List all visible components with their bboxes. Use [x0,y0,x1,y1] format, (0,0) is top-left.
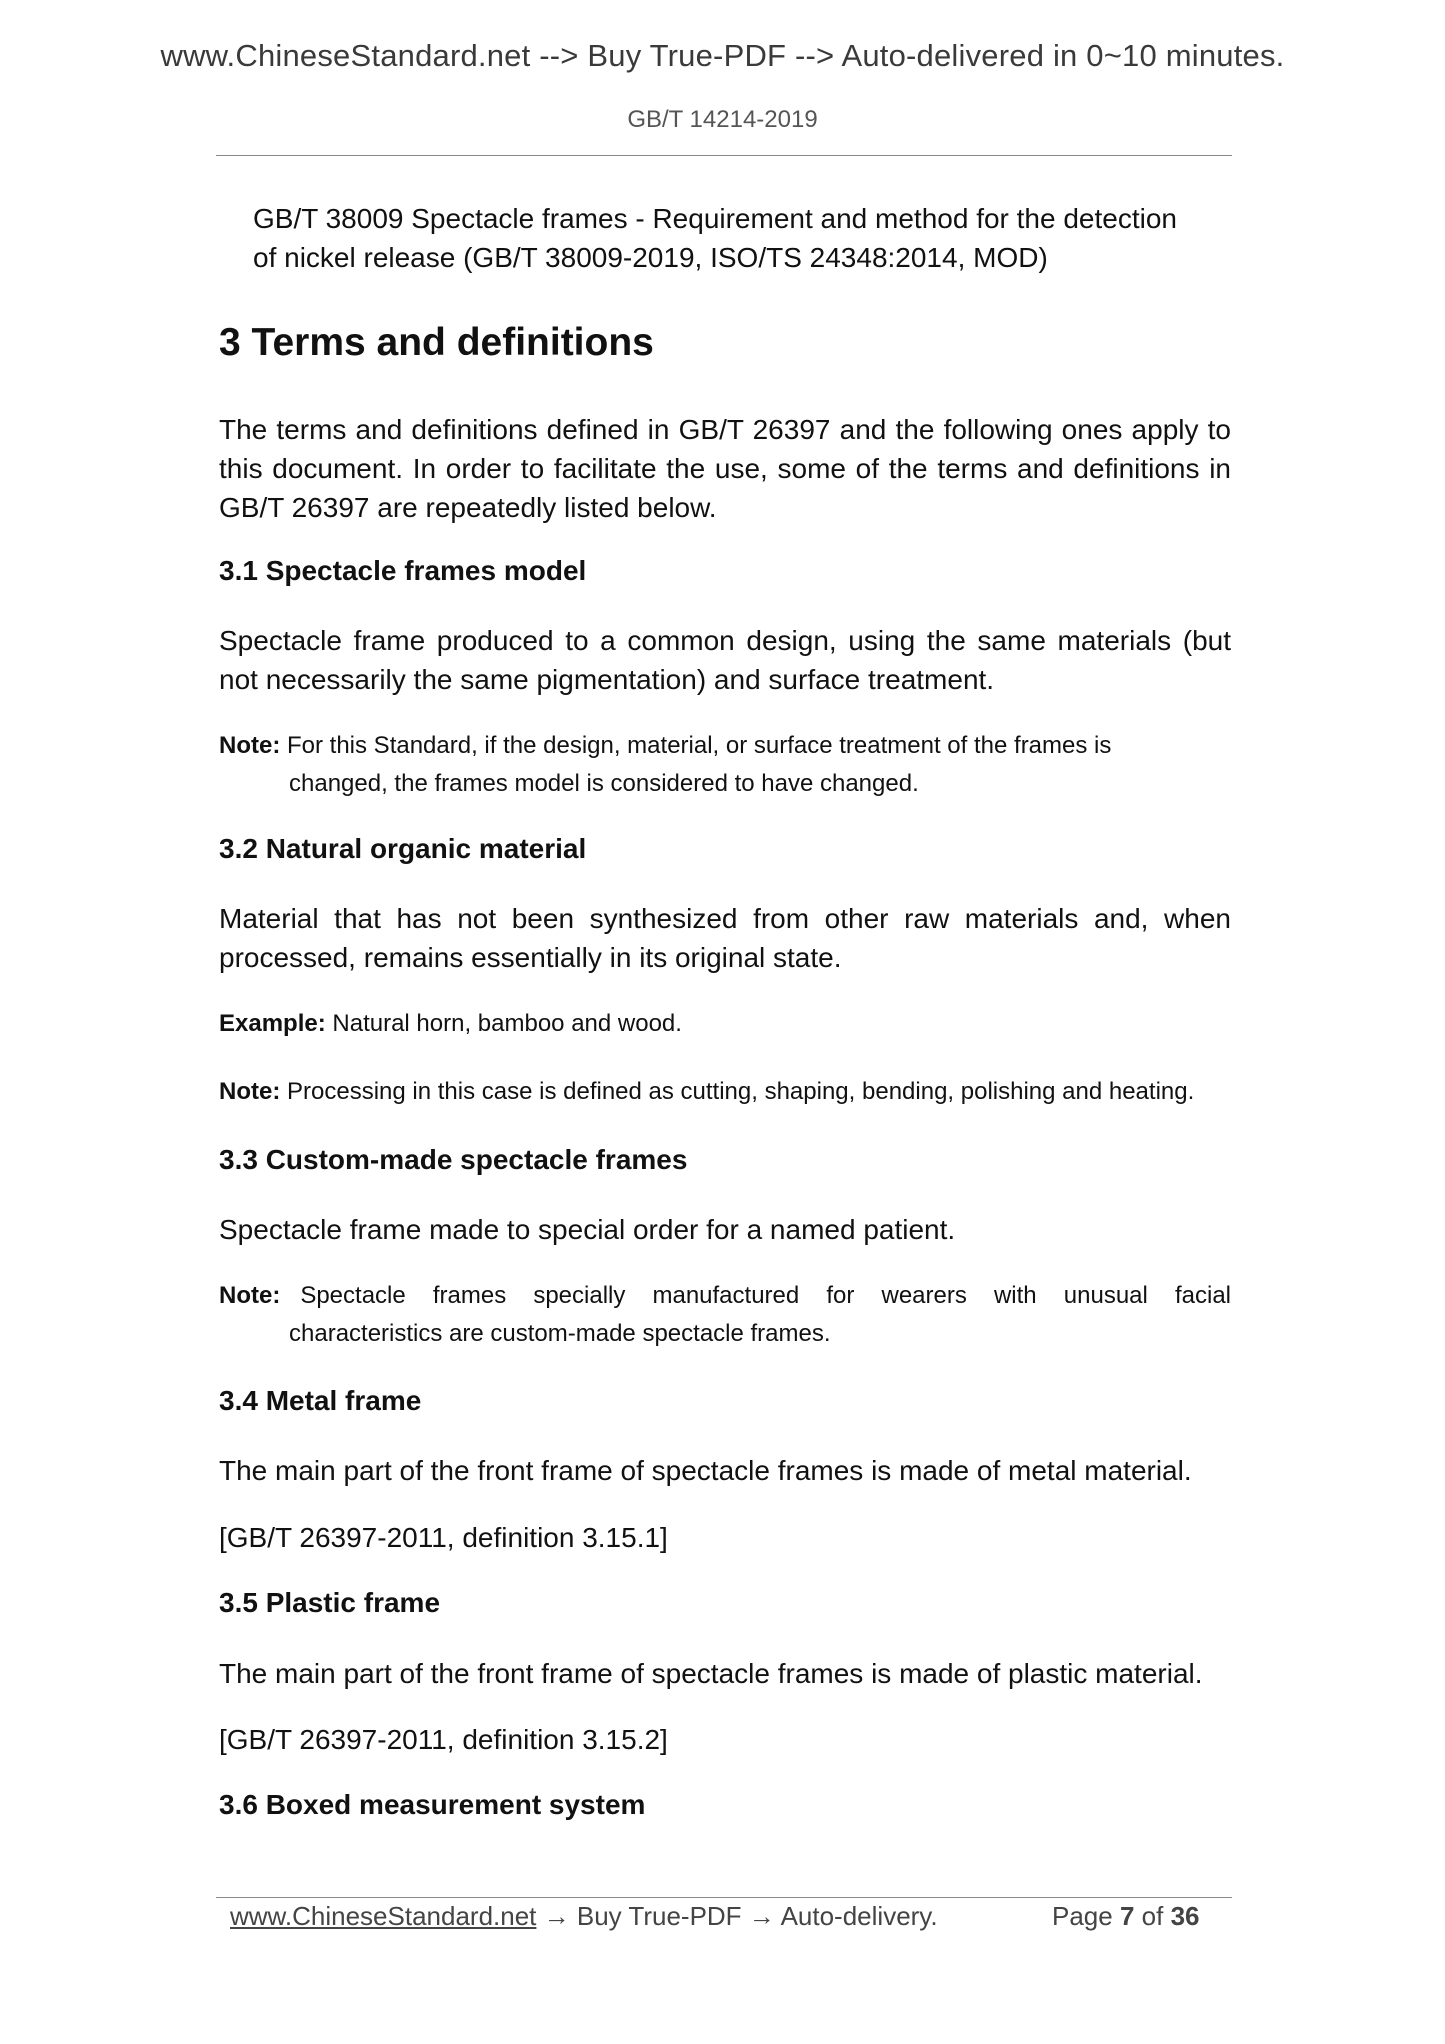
subsection-3-5-title: 3.5 Plastic frame [219,1587,441,1618]
page-indicator [1052,1901,1200,1932]
subsection-3-1-note [219,727,1231,803]
document-id: GB/T 14214-2019 [627,106,818,133]
subsection-3-4-text: The main part of the front frame of spectacle frames is made of metal material. [219,1455,1192,1486]
subsection-3-2-example [219,1005,1231,1043]
reference-entry [253,199,1231,277]
note-line-1: For this Standard, if the design, material, or surface treatment of the frames is [287,732,1112,759]
of-word: of [1141,1901,1164,1931]
page-number: 7 [1119,1901,1135,1931]
note-label: Note: [219,732,281,759]
note-label: Note: [219,1078,281,1105]
subsection-3-3-text: Spectacle frame made to special order for a named patient. [219,1214,956,1245]
subsection-3-1-title: 3.1 Spectacle frames model [219,555,587,586]
subsection-3-4-reference: [GB/T 26397-2011, definition 3.15.1] [219,1522,668,1553]
subsection-3-6-title: 3.6 Boxed measurement system [219,1789,646,1820]
footer-promo-text: → Buy True-PDF → Auto-delivery. [536,1901,938,1931]
intro-paragraph: The terms and definitions defined in GB/T 26397 and the following ones apply to this document. In order to facilitate the use, some of the terms and definitions in GB/T 26397 are repeatedly listed below. [219,414,1231,523]
note-line-2: changed, the frames model is considered to have changed. [289,770,919,797]
subsection-3-4-title: 3.4 Metal frame [219,1385,422,1416]
footer-site-link[interactable]: www.ChineseStandard.net [230,1901,537,1931]
note-label: Note: [219,1282,281,1309]
subsection-3-5-text: The main part of the front frame of spectacle frames is made of plastic material. [219,1658,1203,1689]
subsection-3-3-title: 3.3 Custom-made spectacle frames [219,1144,688,1175]
top-banner: www.ChineseStandard.net --> Buy True-PDF --> Auto-delivered in 0~10 minutes. [160,38,1285,73]
subsection-3-3-note [219,1277,1231,1353]
section-title: 3 Terms and definitions [219,321,654,364]
page-word: Page [1052,1901,1113,1931]
reference-line-1: GB/T 38009 Spectacle frames - Requirement and method for the detection [253,203,1177,234]
header-divider [216,155,1232,156]
subsection-3-2-note [219,1073,1231,1111]
subsection-3-2-text: Material that has not been synthesized from other raw materials and, when processed, remains essentially in its original state. [219,903,1231,973]
subsection-3-1-text: Spectacle frame produced to a common design, using the same materials (but not necessarily the same pigmentation) and surface treatment. [219,625,1231,695]
reference-line-2: of nickel release (GB/T 38009-2019, ISO/TS 24348:2014, MOD) [253,242,1048,273]
subsection-3-5-reference: [GB/T 26397-2011, definition 3.15.2] [219,1724,668,1755]
footer-divider [216,1897,1232,1898]
page-total: 36 [1170,1901,1200,1931]
note-line-2: characteristics are custom-made spectacle frames. [289,1320,831,1347]
note-text: Processing in this case is defined as cutting, shaping, bending, polishing and heating. [287,1078,1195,1105]
footer-promo [230,1901,938,1932]
example-label: Example: [219,1010,326,1037]
example-text: Natural horn, bamboo and wood. [332,1010,682,1037]
subsection-3-2-title: 3.2 Natural organic material [219,833,587,864]
note-line-1: Spectacle frames specially manufactured for wearers with unusual facial [300,1282,1231,1309]
